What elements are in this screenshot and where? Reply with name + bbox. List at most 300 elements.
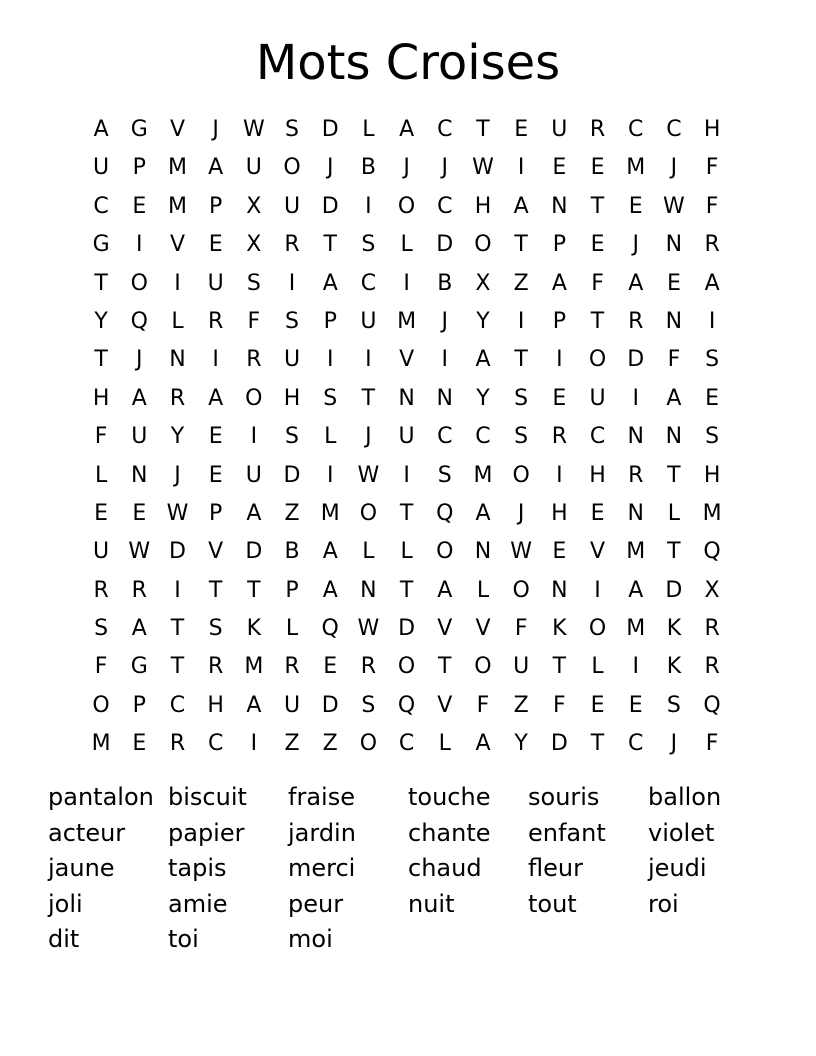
grid-letter: M — [167, 193, 187, 219]
grid-letter: A — [208, 155, 224, 181]
grid-letter: E — [94, 500, 109, 526]
grid-letter: R — [208, 308, 224, 334]
grid-letter: I — [288, 270, 296, 296]
grid-letter: I — [594, 577, 601, 603]
grid-row — [82, 572, 732, 610]
grid-row — [82, 533, 732, 571]
grid-letter: U — [93, 539, 110, 565]
grid-letter: C — [398, 731, 415, 757]
grid-letter: U — [360, 308, 377, 334]
grid-letter: U — [513, 654, 530, 680]
grid-letter: D — [627, 347, 645, 373]
grid-letter: D — [398, 616, 416, 642]
grid-letter: M — [91, 731, 111, 757]
word-list-item: jardin — [288, 818, 356, 847]
grid-letter: S — [361, 692, 376, 718]
grid-letter: E — [590, 692, 605, 718]
grid-letter: S — [514, 385, 529, 411]
grid-letter: Z — [513, 692, 529, 718]
grid-letter: A — [322, 270, 338, 296]
grid-letter: E — [705, 385, 720, 411]
grid-letter: P — [132, 692, 146, 718]
grid-letter: T — [170, 654, 185, 680]
grid-letter: H — [551, 500, 568, 526]
grid-letter: T — [667, 539, 681, 565]
grid-letter: R — [704, 654, 720, 680]
grid-letter: P — [132, 155, 146, 181]
grid-letter: W — [510, 539, 533, 565]
grid-letter: T — [514, 232, 528, 258]
grid-letter: D — [321, 692, 339, 718]
grid-letter: O — [588, 347, 607, 373]
word-list-item: dit — [48, 925, 80, 953]
grid-letter: M — [626, 539, 646, 565]
grid-letter: D — [321, 117, 339, 142]
grid-letter: A — [475, 500, 491, 526]
grid-letter: A — [704, 270, 720, 296]
grid-letter: E — [628, 692, 643, 718]
word-list-item: toi — [168, 925, 199, 953]
grid-letter: H — [92, 385, 110, 411]
grid-letter: V — [437, 616, 453, 642]
grid-letter: J — [670, 155, 678, 181]
grid-letter: J — [517, 500, 525, 526]
grid-letter: F — [247, 308, 261, 334]
grid-letter: I — [556, 347, 563, 373]
word-list-item: pantalon — [48, 783, 154, 811]
grid-letter: S — [514, 424, 529, 450]
grid-letter: R — [589, 117, 606, 142]
grid-letter: U — [551, 117, 568, 142]
grid-letter: C — [666, 117, 682, 142]
grid-letter: K — [552, 616, 567, 642]
grid-letter: A — [93, 117, 109, 142]
word-list-item: peur — [288, 889, 344, 918]
grid-row — [82, 188, 732, 226]
grid-letter: P — [209, 500, 223, 526]
grid-letter: O — [397, 193, 416, 219]
grid-letter: U — [283, 692, 301, 718]
grid-letter: N — [131, 462, 148, 488]
grid-letter: K — [246, 616, 262, 642]
grid-letter: M — [397, 308, 417, 334]
grid-letter: T — [667, 462, 681, 488]
grid-letter: M — [626, 155, 646, 181]
grid-letter: S — [361, 232, 376, 258]
grid-letter: E — [552, 155, 567, 181]
grid-letter: Z — [284, 731, 300, 757]
grid-letter: R — [169, 385, 186, 411]
grid-letter: S — [437, 462, 452, 488]
letter-grid — [82, 111, 732, 764]
grid-letter: A — [475, 731, 491, 757]
grid-letter: T — [361, 385, 376, 411]
grid-letter: O — [92, 692, 110, 718]
grid-letter: R — [131, 577, 147, 603]
grid-letter: N — [627, 424, 644, 450]
grid-letter: B — [360, 155, 376, 181]
grid-row — [82, 495, 732, 533]
grid-letter: M — [320, 500, 340, 526]
grid-letter: I — [403, 270, 410, 296]
grid-letter: A — [551, 270, 567, 296]
word-list-item: touche — [408, 783, 491, 811]
grid-letter: L — [362, 117, 375, 142]
grid-letter: R — [628, 462, 644, 488]
grid-letter: I — [365, 347, 372, 373]
grid-letter: H — [703, 462, 721, 488]
grid-letter: R — [284, 232, 300, 258]
grid-letter: O — [130, 270, 148, 296]
grid-letter: C — [93, 193, 109, 219]
grid-letter: E — [323, 654, 338, 680]
grid-letter: A — [246, 692, 262, 718]
grid-letter: C — [437, 424, 453, 450]
grid-letter: Q — [130, 308, 148, 334]
word-list-item: biscuit — [168, 783, 247, 811]
grid-letter: I — [403, 462, 410, 488]
grid-letter: T — [552, 654, 567, 680]
grid-letter: B — [284, 539, 300, 565]
grid-letter: C — [475, 424, 491, 450]
grid-letter: N — [551, 193, 568, 219]
grid-letter: M — [702, 500, 722, 526]
grid-letter: N — [474, 539, 492, 565]
grid-letter: Y — [476, 308, 490, 334]
grid-letter: W — [357, 462, 380, 488]
word-list-item: fleur — [528, 854, 583, 882]
grid-letter: W — [128, 539, 151, 565]
grid-letter: G — [92, 232, 110, 258]
page-title: Mots Croises — [255, 35, 561, 91]
grid-letter: O — [397, 654, 416, 680]
grid-letter: U — [245, 462, 262, 488]
grid-letter: V — [590, 539, 606, 565]
word-list-item: enfant — [528, 818, 606, 847]
grid-letter: T — [438, 654, 452, 680]
grid-letter: D — [550, 731, 568, 757]
grid-letter: M — [244, 654, 264, 680]
grid-letter: C — [169, 692, 186, 718]
grid-row — [82, 648, 732, 686]
grid-letter: M — [473, 462, 493, 488]
grid-letter: B — [437, 270, 453, 296]
grid-letter: E — [666, 270, 681, 296]
grid-letter: O — [283, 155, 301, 181]
grid-letter: F — [591, 270, 604, 296]
grid-letter: T — [94, 270, 108, 296]
grid-letter: U — [207, 270, 224, 296]
grid-letter: A — [131, 385, 147, 411]
grid-row — [82, 725, 732, 763]
grid-letter: A — [513, 193, 529, 219]
grid-letter: C — [628, 731, 644, 757]
grid-letter: F — [94, 654, 108, 680]
grid-letter: C — [360, 270, 377, 296]
grid-letter: N — [436, 385, 454, 411]
grid-letter: T — [590, 308, 605, 334]
word-list-item: violet — [648, 818, 715, 847]
grid-letter: S — [246, 270, 261, 296]
grid-letter: T — [208, 577, 223, 603]
grid-letter: P — [209, 193, 223, 219]
grid-letter: I — [250, 424, 258, 450]
grid-letter: I — [250, 731, 258, 757]
grid-letter: A — [628, 577, 644, 603]
grid-letter: J — [174, 462, 181, 488]
word-list-item: nuit — [408, 889, 455, 918]
word-list-item: roi — [648, 889, 679, 918]
grid-letter: X — [246, 193, 262, 219]
grid-letter: N — [665, 424, 683, 450]
grid-row — [82, 687, 732, 725]
grid-letter: S — [285, 117, 300, 142]
grid-letter: N — [665, 308, 683, 334]
grid-letter: R — [169, 731, 186, 757]
grid-letter: T — [399, 500, 414, 526]
grid-row — [82, 341, 732, 379]
grid-letter: H — [283, 385, 301, 411]
word-list-item: amie — [168, 889, 228, 918]
grid-letter: S — [323, 385, 338, 411]
grid-letter: V — [169, 232, 185, 258]
grid-letter: W — [166, 500, 189, 526]
grid-letter: O — [474, 232, 492, 258]
grid-letter: U — [283, 347, 301, 373]
grid-letter: H — [589, 462, 606, 488]
grid-letter: J — [136, 347, 143, 373]
grid-letter: E — [552, 539, 567, 565]
grid-row — [82, 149, 732, 187]
grid-letter: M — [626, 616, 646, 642]
grid-row — [82, 418, 732, 456]
grid-letter: L — [324, 424, 337, 450]
grid-letter: S — [208, 616, 223, 642]
grid-letter: O — [359, 500, 378, 526]
grid-letter: R — [93, 577, 109, 603]
grid-letter: T — [514, 347, 528, 373]
grid-letter: S — [285, 308, 300, 334]
grid-letter: T — [476, 117, 490, 142]
grid-letter: J — [403, 155, 410, 181]
grid-letter: J — [670, 731, 678, 757]
grid-letter: F — [705, 155, 719, 181]
grid-letter: M — [167, 155, 187, 181]
grid-letter: A — [399, 117, 415, 142]
grid-letter: L — [362, 539, 375, 565]
grid-letter: A — [322, 539, 338, 565]
grid-letter: S — [94, 616, 109, 642]
grid-row — [82, 303, 732, 341]
grid-letter: D — [283, 462, 301, 488]
word-list-item: jeudi — [648, 854, 707, 882]
grid-letter: E — [132, 193, 147, 219]
grid-letter: U — [131, 424, 148, 450]
grid-letter: E — [132, 731, 147, 757]
grid-letter: J — [632, 232, 639, 258]
grid-letter: G — [130, 654, 148, 680]
grid-letter: D — [436, 232, 454, 258]
grid-letter: G — [130, 117, 148, 142]
grid-letter: Y — [476, 385, 490, 411]
word-list-item: joli — [48, 889, 83, 918]
grid-letter: X — [475, 270, 491, 296]
grid-letter: Q — [703, 539, 721, 565]
grid-letter: D — [245, 539, 263, 565]
grid-letter: S — [666, 692, 681, 718]
grid-letter: A — [208, 385, 224, 411]
grid-letter: L — [400, 539, 413, 565]
grid-letter: O — [512, 577, 530, 603]
grid-row — [82, 610, 732, 648]
grid-letter: I — [632, 654, 639, 680]
grid-letter: A — [131, 616, 147, 642]
grid-letter: A — [666, 385, 682, 411]
grid-letter: E — [590, 232, 605, 258]
grid-letter: V — [399, 347, 415, 373]
grid-letter: N — [360, 577, 377, 603]
grid-letter: E — [132, 500, 147, 526]
grid-letter: L — [591, 654, 604, 680]
grid-letter: S — [705, 424, 720, 450]
grid-letter: E — [208, 232, 223, 258]
grid-letter: L — [94, 462, 108, 488]
grid-letter: Q — [321, 616, 339, 642]
grid-letter: E — [590, 155, 605, 181]
grid-letter: T — [170, 616, 185, 642]
grid-letter: T — [247, 577, 261, 603]
grid-letter: F — [667, 347, 681, 373]
grid-letter: V — [475, 616, 491, 642]
grid-letter: J — [212, 117, 219, 142]
grid-letter: V — [208, 539, 224, 565]
grid-letter: L — [400, 232, 413, 258]
grid-letter: N — [665, 232, 683, 258]
grid-row — [82, 226, 732, 264]
grid-letter: F — [94, 424, 108, 450]
grid-letter: Z — [284, 500, 300, 526]
grid-letter: Y — [170, 424, 185, 450]
grid-letter: V — [437, 692, 453, 718]
grid-letter: S — [285, 424, 300, 450]
grid-letter: F — [514, 616, 528, 642]
grid-letter: I — [174, 577, 181, 603]
grid-row — [82, 457, 732, 495]
word-list-item: acteur — [48, 818, 126, 847]
grid-letter: J — [441, 308, 449, 334]
grid-letter: Y — [514, 731, 528, 757]
grid-letter: L — [476, 577, 490, 603]
grid-letter: T — [399, 577, 414, 603]
grid-letter: H — [474, 193, 492, 219]
grid-letter: I — [556, 462, 563, 488]
word-list-item: jaune — [48, 854, 115, 882]
grid-letter: A — [437, 577, 453, 603]
grid-letter: R — [208, 654, 224, 680]
grid-letter: I — [174, 270, 181, 296]
grid-letter: K — [666, 654, 682, 680]
grid-row — [82, 111, 732, 149]
grid-letter: P — [323, 308, 337, 334]
grid-letter: O — [359, 731, 378, 757]
word-list-item: souris — [528, 783, 600, 811]
grid-letter: R — [246, 347, 262, 373]
grid-letter: T — [323, 232, 337, 258]
grid-letter: F — [705, 193, 719, 219]
word-list-item: tapis — [168, 854, 227, 882]
grid-letter: L — [438, 731, 451, 757]
grid-letter: I — [441, 347, 449, 373]
grid-letter: L — [667, 500, 681, 526]
word-list — [48, 780, 788, 958]
grid-letter: E — [628, 193, 643, 219]
grid-letter: O — [436, 539, 454, 565]
grid-letter: H — [703, 117, 721, 142]
grid-letter: N — [169, 347, 186, 373]
grid-letter: U — [93, 155, 110, 181]
grid-letter: Q — [703, 692, 721, 718]
grid-letter: J — [441, 155, 449, 181]
grid-letter: R — [284, 654, 300, 680]
grid-letter: A — [322, 577, 338, 603]
grid-letter: R — [360, 654, 377, 680]
grid-letter: C — [437, 193, 453, 219]
grid-letter: U — [245, 155, 262, 181]
grid-letter: R — [704, 232, 720, 258]
grid-letter: J — [326, 155, 334, 181]
grid-letter: N — [398, 385, 415, 411]
grid-letter: Y — [94, 308, 108, 334]
grid-letter: K — [666, 616, 682, 642]
word-list-item: papier — [168, 818, 245, 847]
grid-letter: Z — [513, 270, 529, 296]
grid-row — [82, 380, 732, 418]
grid-letter: H — [207, 692, 224, 718]
grid-letter: Z — [322, 731, 338, 757]
grid-letter: L — [171, 308, 184, 334]
grid-letter: C — [437, 117, 453, 142]
grid-letter: U — [283, 193, 301, 219]
grid-letter: X — [704, 577, 720, 603]
grid-letter: V — [169, 117, 185, 142]
grid-letter: P — [552, 308, 566, 334]
grid-letter: E — [208, 462, 223, 488]
grid-letter: Q — [436, 500, 454, 526]
grid-letter: D — [168, 539, 186, 565]
grid-letter: C — [589, 424, 606, 450]
grid-letter: R — [551, 424, 567, 450]
grid-letter: C — [207, 731, 224, 757]
grid-letter: E — [590, 500, 605, 526]
grid-letter: I — [212, 347, 219, 373]
grid-letter: I — [632, 385, 639, 411]
grid-letter: P — [285, 577, 299, 603]
grid-letter: A — [246, 500, 262, 526]
grid-letter: D — [321, 193, 339, 219]
grid-letter: W — [357, 616, 380, 642]
grid-letter: O — [245, 385, 263, 411]
grid-letter: D — [665, 577, 683, 603]
word-list-item: ballon — [648, 783, 722, 811]
grid-letter: O — [588, 616, 607, 642]
grid-letter: N — [627, 500, 644, 526]
grid-letter: U — [398, 424, 415, 450]
grid-letter: X — [246, 232, 262, 258]
grid-letter: A — [628, 270, 644, 296]
grid-letter: R — [628, 308, 644, 334]
grid-letter: W — [472, 155, 494, 181]
word-list-item: chante — [408, 818, 491, 847]
